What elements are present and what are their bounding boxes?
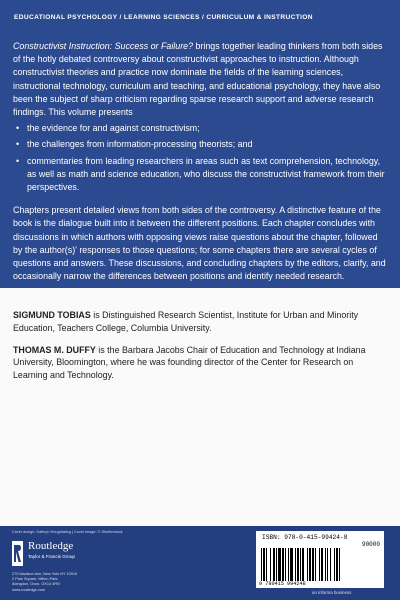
author-bios <box>13 309 389 391</box>
intro-paragraph <box>13 40 389 119</box>
informa-tagline: an informa business <box>312 590 352 595</box>
publisher-group: Taylor & Francis Group <box>28 554 75 559</box>
intro-text: brings together leading thinkers from both sides of the hotly debated controversy about constructivist approaches to instruction. Although constructivist theories and practice now dominate the fields of the learning sciences, instructional technology, curriculum and teaching, and educational psychology, they have also been the subject of sharp criticism regarding sparse research support and adverse research findings. This volume presents <box>13 41 383 118</box>
author-bio <box>13 344 389 382</box>
list-item: • the challenges from information-processing theorists; and <box>13 138 389 151</box>
price-code: 90000 <box>361 541 380 548</box>
address-line: 2 Park Square, Milton Park, <box>12 577 59 582</box>
subject-category: EDUCATIONAL PSYCHOLOGY / LEARNING SCIENCES / CURRICULUM & INSTRUCTION <box>14 14 313 21</box>
routledge-logo-icon <box>12 541 23 566</box>
barcode <box>256 531 384 588</box>
list-item: • commentaries from leading researchers in areas such as text comprehension, technology, as well as math and science education, who discuss the constructivist framework from their perspectives. <box>13 155 389 195</box>
chapters-paragraph: Chapters present detailed views from both sides of the controversy. A distinctive feature of the book is the dialogue built into it between the different positions. Each chapter concludes with discussions in which authors with opposing views raise questions about the chapter, followed by the author(s)' responses to those questions; for some chapters there are several cycles of questions and answers. These discussions, and concluding chapters by the editors, clarify, and occasionally narrow the differences between positions and identify needed research. <box>13 205 386 282</box>
description-panel <box>0 0 400 288</box>
publisher-address <box>12 572 77 593</box>
publisher-band <box>0 526 400 600</box>
author-description: is the Barbara Jacobs Chair of Education and Technology at Indiana University, Bloomington, where he was founding director of the Center for Research on Learning and Technology. <box>13 344 366 381</box>
topic-list <box>13 122 389 194</box>
publisher-name: Routledge <box>28 540 74 552</box>
list-item: • the evidence for and against constructivism; <box>13 122 389 135</box>
cover-credits: Cover design: Kathryn Houghtaling | Cover image: © Shutterstock <box>12 530 123 534</box>
book-description <box>13 40 389 283</box>
barcode-bars-icon <box>261 548 379 581</box>
address-line: 270 Madison Ave, New York NY 10016 <box>12 572 78 576</box>
author-name: SIGMUND TOBIAS <box>13 310 91 320</box>
book-title-italic: Constructivist Instruction: Success or Failure? <box>13 41 194 51</box>
address-line: Abingdon, Oxon, OX14 4RN <box>12 582 60 587</box>
address-line: www.routledge.com <box>12 587 46 592</box>
isbn-label: ISBN: 978-0-415-99424-8 <box>262 534 348 541</box>
barcode-number: 9 780415 994248 <box>259 581 306 587</box>
author-name: THOMAS M. DUFFY <box>13 344 96 355</box>
author-bio <box>13 309 389 335</box>
author-description: is Distinguished Research Scientist, Institute for Urban and Minority Education, Teachers College, Columbia University. <box>13 310 359 333</box>
